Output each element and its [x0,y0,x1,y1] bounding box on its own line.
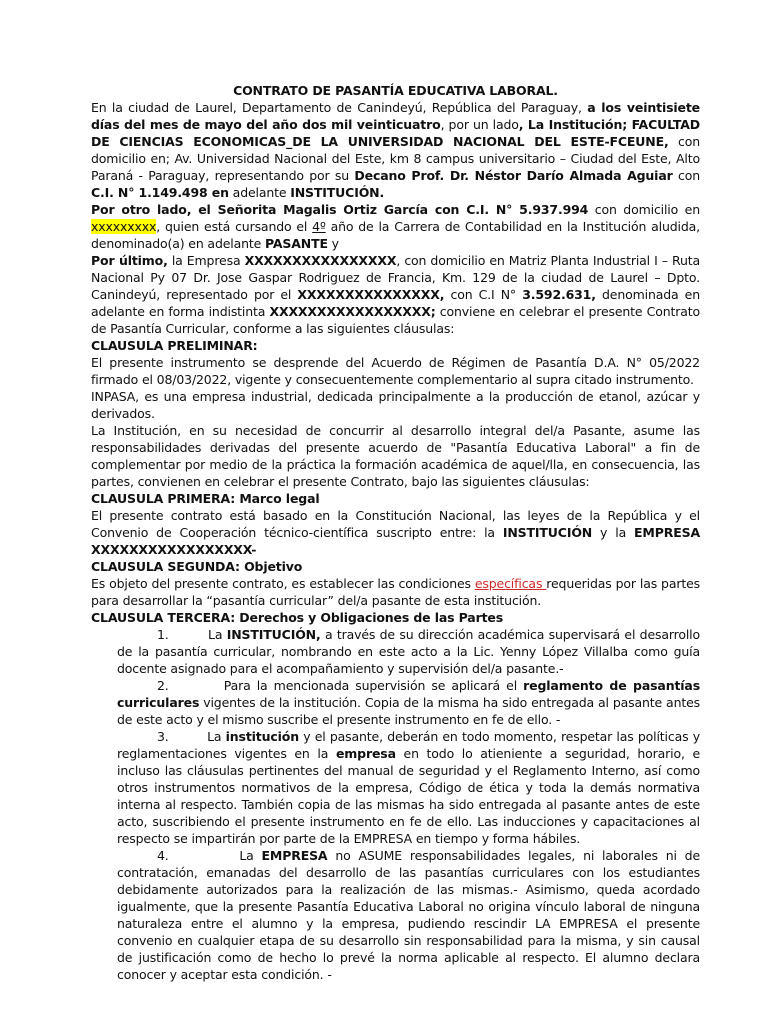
contract-body [91,82,700,983]
clause-primera-body: El presente contrato está basado en la Constitución Nacional, las leyes de la República y el Convenio de Cooperación técnico-científica suscripto entre: la INSTITUCIÓN y la EMPRESA XXXXXXXXXXXXXXXXX- [91,508,700,557]
clause-tercera-list [91,626,700,983]
highlighted-placeholder: xxxxxxxxx [91,219,157,234]
clause-segunda-body: Es objeto del presente contrato, es establecer las condiciones específicas requeridas por las partes para desarrollar la “pasantía curricular” del/a pasante de esta institución. [91,576,700,608]
clause-segunda-heading: CLAUSULA SEGUNDA: Objetivo [91,559,303,574]
clause-primera-heading: CLAUSULA PRIMERA: Marco legal [91,491,320,506]
spellcheck-word: específicas [474,576,547,591]
empresa-paragraph: Por último, la Empresa XXXXXXXXXXXXXXXX, con domicilio en Matriz Planta Industrial I – Ruta Nacional Py 07 Dr. Jose Gaspar Rodriguez de Francia, Km. 129 de la ciudad de Laurel – Dpto. Canindeyú, representado por el XXXXXXXXXXXXXXX, con C.I N° 3.592.631, denominada en adelante en forma indistinta XXXXXXXXXXXXXXXXX; conviene en celebrar el presente Contrato de Pasantía Curricular, conforme a las siguientes cláusulas: [91,253,700,336]
list-item: 3. La institución y el pasante, deberán en todo momento, respetar las políticas y reglamentaciones vigentes en la empresa en todo lo atieniente a seguridad, horario, e incluso las cláusulas pertinentes del manual de seguridad y el Reglamento Interno, así como otros instrumentos normativos de la empresa, Código de ética y toda la demás normativa interna al respecto. También copia de las mismas ha sido entregada al pasante antes de este acto, suscribiendo el presente instrumento en fe de ello. Las inducciones y capacitaciones al respecto se impartirán por parte de la EMPRESA en tiempo y forma hábiles. [117,729,701,846]
pasante-paragraph: Por otro lado, el Señorita Magalis Ortiz García con C.I. N° 5.937.994 con domicilio en xxxxxxxxx, quien está cursando el 4º año de la Carrera de Contabilidad en la Institución aludida, denominado(a) en adelante PASANTE y [91,202,700,251]
clause-preliminar-p2: INPASA, es una empresa industrial, dedicada principalmente a la producción de etanol, azúcar y derivados. [91,389,700,421]
clause-preliminar-p1: El presente instrumento se desprende del Acuerdo de Régimen de Pasantía D.A. N° 05/2022 firmado el 08/03/2022, vigente y consecuentemente complementario al supra citado instrumento. [91,355,700,387]
list-item: 2. Para la mencionada supervisión se aplicará el reglamento de pasantías curriculares vigentes de la institución. Copia de la misma ha sido entregada al pasante antes de este acto y el mismo suscribe el presente instrumento en fe de ello. - [117,678,700,727]
intro-paragraph: En la ciudad de Laurel, Departamento de Canindeyú, República del Paraguay, a los veintisiete días del mes de mayo del año dos mil veinticuatro, por un lado, La Institución; FACULTAD DE CIENCIAS ECONOMICAS_DE LA UNIVERSIDAD NACIONAL DEL ESTE-FCEUNE, con domicilio en; Av. Universidad Nacional del Este, km 8 campus universitario – Ciudad del Este, Alto Paraná - Paraguay, representando por su Decano Prof. Dr. Néstor Darío Almada Aguiar con C.I. N° 1.149.498 en adelante INSTITUCIÓN. [91,100,701,200]
list-item: 4. La EMPRESA no ASUME responsabilidades legales, ni laborales ni de contratación, emanadas del desarrollo de las pasantías curriculares con los estudiantes debidamente autorizados para la realización de las mismas.- Asimismo, queda acordado igualmente, que la presente Pasantía Educativa Laboral no origina vínculo laboral de ninguna naturaleza entre el alumno y la empresa, pudiendo rescindir LA EMPRESA el presente convenio en cualquier etapa de su desarrollo sin responsabilidad para la misma, y sin causal de justificación como de hecho lo prevé la norma aplicable al respecto. El alumno declara conocer y aceptar esta condición. - [117,848,700,982]
clause-tercera-heading: CLAUSULA TERCERA: Derechos y Obligaciones de las Partes [91,610,504,625]
clause-preliminar-p3: La Institución, en su necesidad de concurrir al desarrollo integral del/a Pasante, asume las responsabilidades derivadas del presente acuerdo de "Pasantía Educativa Laboral" a fin de complementar por medio de la práctica la formación académica de aquel/lla, en consecuencia, las partes, convienen en celebrar el presente Contrato, bajo las siguientes cláusulas: [91,423,700,489]
document-title: CONTRATO DE PASANTÍA EDUCATIVA LABORAL. [233,83,558,98]
clause-preliminar-heading: CLAUSULA PRELIMINAR: [91,338,258,353]
list-item: 1. La INSTITUCIÓN, a través de su dirección académica supervisará el desarrollo de la pasantía curricular, nombrando en este acto a la Lic. Yenny López Villalba como guía docente asignado para el acompañamiento y supervisión del/a pasante.- [117,627,700,676]
